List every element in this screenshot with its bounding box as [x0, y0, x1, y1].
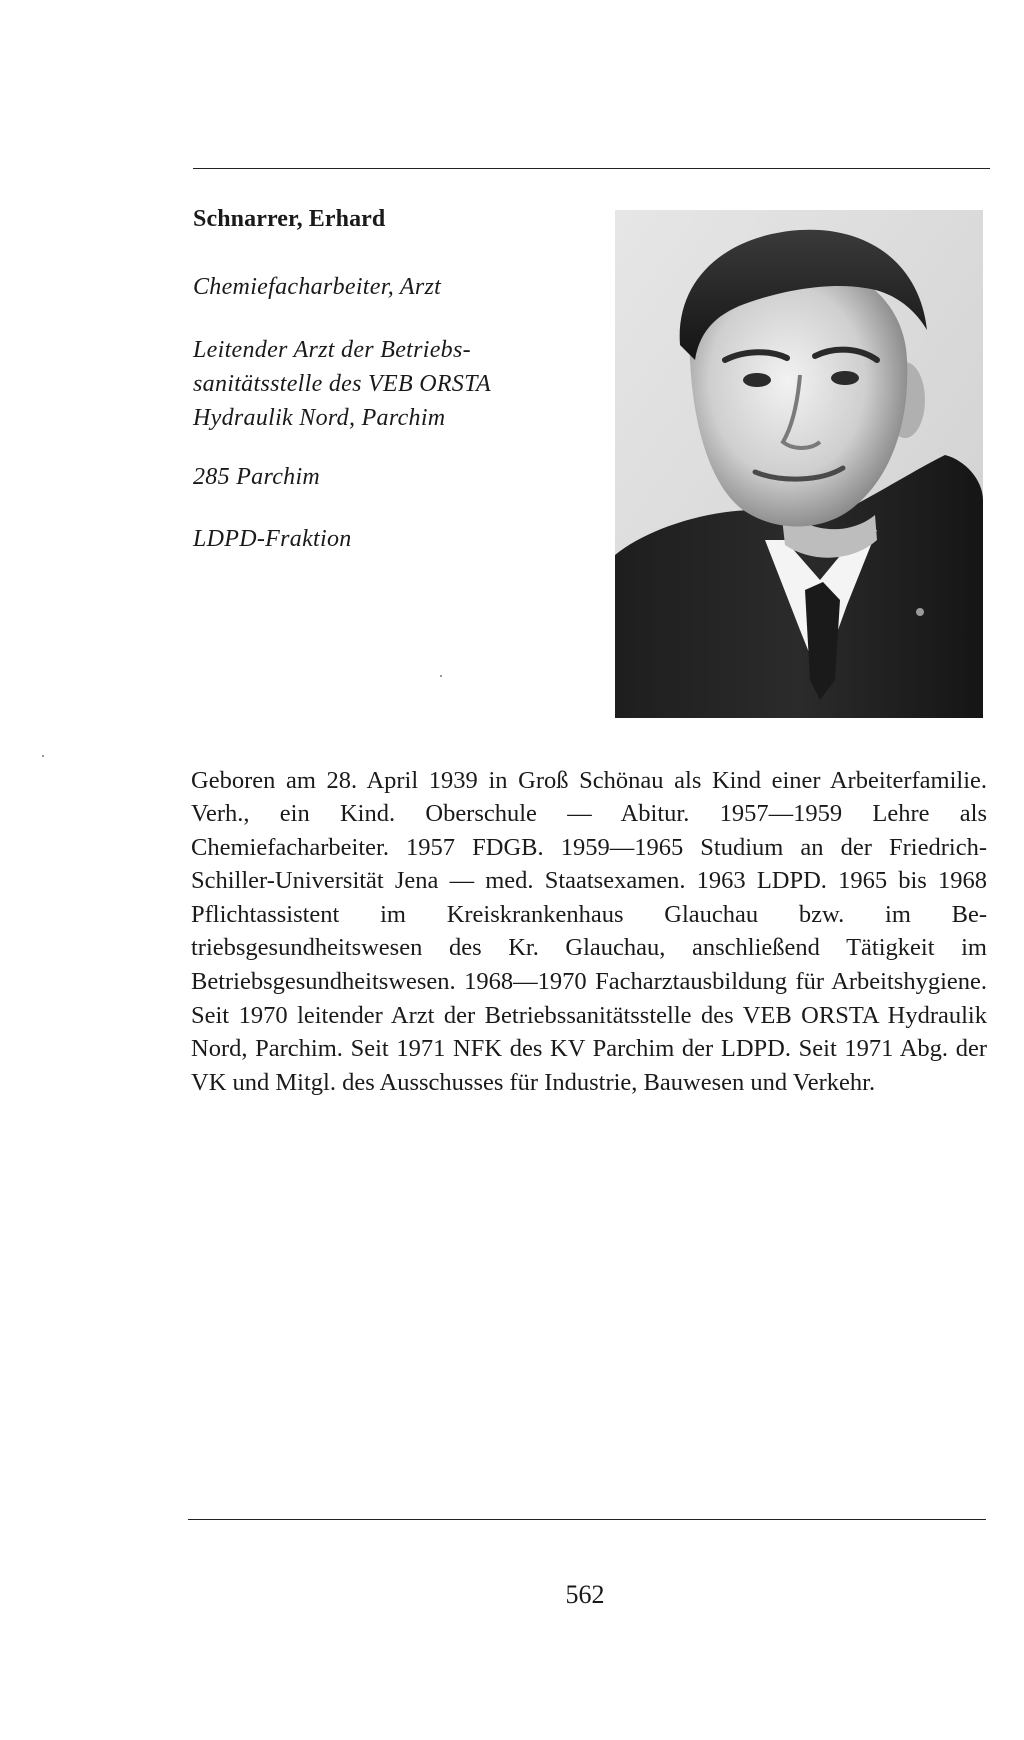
top-rule: [193, 168, 990, 169]
entry-address: 285 Parchim: [193, 464, 321, 490]
portrait-photo: [615, 210, 983, 718]
biography-text: Geboren am 28. April 1939 in Groß Schönau als Kind einer Arbeiterfamilie. Verh., ein Kind. Oberschule — Abitur. 1957—1959 Lehre als Chemiefacharbeiter. 1957 FDGB. 1959—1965 Studium an der Friedrich-Schiller-Universität Jena — med. Staatsexamen. 1963 LDPD. 1965 bis 1968 Pflichtassistent im Kreiskrankenhaus Glauchau bzw. im Betriebsgesundheitswesen des Kr. Glauchau, anschließend Tätigkeit im Betriebsgesundheitswesen. 1968—1970 Facharztausbildung für Arbeitshygiene. Seit 1970 leitender Arzt der Betriebssanitätsstelle des VEB ORSTA Hydraulik Nord, Parchim. Seit 1971 NFK des KV Parchim der LDPD. Seit 1971 Abg. der VK und Mitgl. des Ausschusses für Industrie, Bauwesen und Verkehr.: [191, 766, 987, 1096]
portrait-photo-image: [615, 210, 983, 718]
print-speck: [440, 675, 442, 677]
entry-position: Leitender Arzt der Betriebs-sanitätsstelle des VEB ORSTA Hydraulik Nord, Parchim: [193, 337, 491, 431]
entry-name: Schnarrer, Erhard: [193, 206, 386, 232]
entry-profession: Chemiefacharbeiter, Arzt: [193, 274, 442, 300]
print-speck: [42, 755, 44, 757]
entry-faction: LDPD-Fraktion: [193, 526, 352, 552]
bottom-rule: [188, 1519, 986, 1520]
page-number: 562: [565, 1580, 605, 1609]
